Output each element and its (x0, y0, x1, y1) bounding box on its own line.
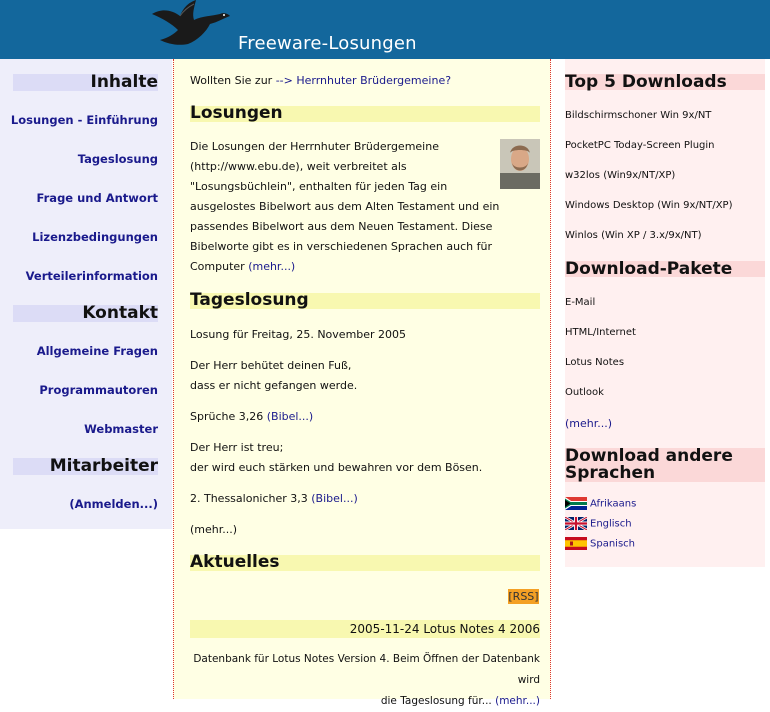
paket-item[interactable]: Outlook (565, 387, 604, 398)
language-afrikaans[interactable] (565, 497, 636, 510)
bruedergemeine-link[interactable]: --> Herrnhuter Brüdergemeine? (275, 74, 452, 87)
verse-1 (190, 356, 357, 396)
text-line: Der Herr behütet deinen Fuß, (190, 359, 352, 372)
login-link[interactable]: (Anmelden...) (69, 497, 158, 511)
language-label: Spanisch (590, 538, 635, 550)
paket-item[interactable]: HTML/Internet (565, 327, 636, 338)
verse-1-reference (190, 407, 313, 427)
news-title: 2005-11-24 Lotus Notes 4 2006 (190, 620, 540, 638)
text-line: "Losungsbüchlein", enthalten für jeden Tag ein (190, 180, 448, 193)
reference-text: Sprüche 3,26 (190, 410, 267, 423)
top5-item[interactable]: PocketPC Today-Screen Plugin (565, 140, 715, 151)
andere-sprachen-heading (565, 448, 765, 482)
text-line: Bibelworte gibt es in verschiedenen Sprachen auch für (190, 240, 492, 253)
text-line: (http://www.ebu.de), weit verbreitet als (190, 160, 407, 173)
main-content (173, 59, 551, 707)
verse-2 (190, 438, 482, 478)
south-africa-flag-icon (565, 497, 587, 510)
intro-prefix: Wollten Sie zur (190, 74, 276, 87)
losungen-more-link[interactable]: (mehr...) (248, 260, 296, 273)
nav-link-tageslosung[interactable]: Tageslosung (77, 152, 158, 166)
text-fragment: die Tageslosung für... (380, 695, 496, 707)
reference-text: 2. Thessalonicher 3,3 (190, 492, 312, 505)
kontakt-heading: Kontakt (13, 305, 158, 322)
language-spanisch[interactable] (565, 537, 635, 550)
heading-line: Sprachen (565, 463, 656, 483)
top5-item[interactable]: w32los (Win9x/NT/XP) (565, 170, 676, 181)
text-line (190, 691, 540, 712)
nav-link-verteilerinformation[interactable]: Verteilerinformation (25, 269, 158, 283)
nav-link-lizenzbedingungen[interactable]: Lizenzbedingungen (32, 230, 158, 244)
mitarbeiter-heading: Mitarbeiter (13, 458, 158, 475)
uk-flag-icon (565, 517, 587, 530)
language-label: Englisch (590, 518, 632, 530)
text-line: passendes Bibelwort aus dem Neuen Testament. Diese (190, 220, 493, 233)
aktuelles-heading: Aktuelles (190, 555, 540, 571)
pakete-more-link[interactable]: (mehr...) (565, 417, 613, 430)
date-line: Losung für Freitag, 25. November 2005 (190, 328, 407, 341)
site-title: Freeware-Losungen (238, 33, 417, 54)
verse-2-reference (190, 489, 358, 509)
right-sidebar (565, 59, 765, 567)
text-line: der wird euch stärken und bewahren vor dem Bösen. (190, 461, 483, 474)
heading-line: Download andere (565, 446, 733, 466)
top5-heading: Top 5 Downloads (565, 74, 765, 90)
paket-item[interactable]: Lotus Notes (565, 357, 625, 368)
nav-link-losungen-einfuehrung[interactable]: Losungen - Einführung (10, 113, 158, 127)
text-line: Der Herr ist treu; (190, 441, 284, 454)
nav-link-webmaster[interactable]: Webmaster (84, 422, 158, 436)
nav-link-frage-und-antwort[interactable]: Frage und Antwort (36, 191, 158, 205)
text-line: ausgelostes Bibelwort aus dem Alten Testament und ein (190, 200, 500, 213)
bible-link-1[interactable]: (Bibel...) (266, 410, 314, 423)
download-pakete-heading: Download-Pakete (565, 261, 765, 277)
top5-item[interactable]: Windows Desktop (Win 9x/NT/XP) (565, 200, 733, 211)
top5-item[interactable]: Bildschirmschoner Win 9x/NT (565, 110, 712, 121)
language-englisch[interactable] (565, 517, 632, 530)
nav-link-programmautoren[interactable]: Programmautoren (39, 383, 158, 397)
text-line (190, 257, 510, 277)
site-header (0, 0, 770, 59)
rss-button[interactable]: [RSS] (508, 590, 539, 603)
paket-item[interactable]: E-Mail (565, 297, 596, 308)
bible-link-2[interactable]: (Bibel...) (311, 492, 358, 505)
news-body (190, 649, 540, 712)
language-label: Afrikaans (590, 498, 637, 510)
text-fragment: Computer (190, 260, 249, 273)
losungen-heading: Losungen (190, 106, 540, 122)
bird-logo-icon (150, 0, 232, 48)
losungen-text (190, 137, 510, 277)
text-line: Datenbank für Lotus Notes Version 4. Beim Öffnen der Datenbank wird (193, 653, 540, 686)
nav-link-allgemeine-fragen[interactable]: Allgemeine Fragen (36, 344, 158, 358)
intro-line (190, 71, 451, 91)
text-line: dass er nicht gefangen werde. (190, 379, 358, 392)
inhalte-heading: Inhalte (13, 74, 158, 91)
news-more-link[interactable]: (mehr...) (495, 695, 540, 707)
top5-item[interactable]: Winlos (Win XP / 3.x/9x/NT) (565, 230, 702, 241)
tageslosung-heading: Tageslosung (190, 293, 540, 309)
spain-flag-icon (565, 537, 587, 550)
tageslosung-more-link[interactable]: (mehr...) (190, 523, 238, 536)
text-line: Die Losungen der Herrnhuter Brüdergemeine (190, 140, 439, 153)
